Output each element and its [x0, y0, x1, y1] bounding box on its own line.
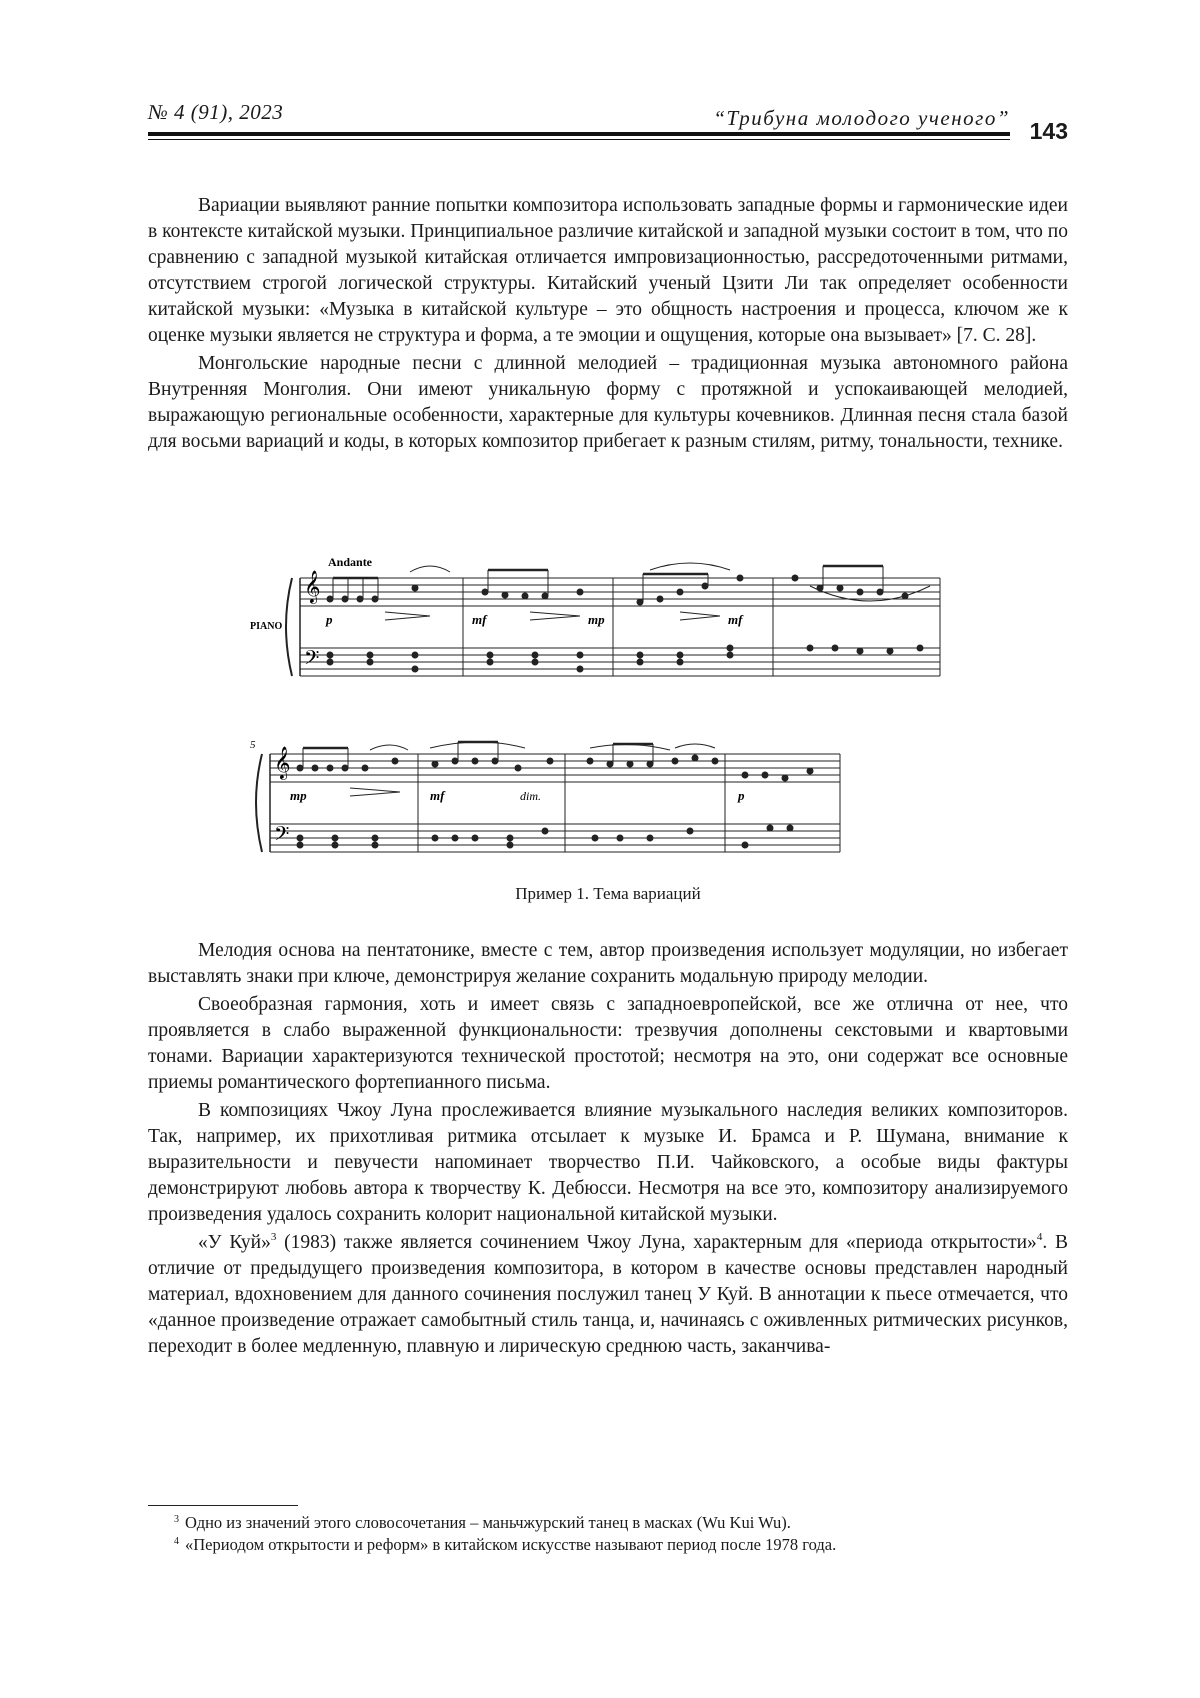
text-run: «У Куй»	[198, 1232, 271, 1253]
measure-number: 5	[250, 740, 256, 751]
instrument-label: PIANO	[250, 621, 283, 632]
footnote-ref[interactable]: 3	[270, 1231, 277, 1243]
footnote	[148, 1512, 1068, 1534]
text-run: . В отличие от предыдущего произведения композитора, в котором в качестве основы представлен народный материал, вдохновением для данного сочинения послужил танец У Куй. В аннотации к пьесе отмечается, что «данное произведение отражает самобытный стиль танца, и, начинаясь с оживленных ритмических рисунков, переходит в более медленную, плавную и лирическую среднюю часть, заканчива-	[148, 1232, 1068, 1357]
footnotes	[148, 1512, 1068, 1556]
dynamic-mark: mp	[290, 788, 307, 803]
body-text-bottom	[148, 938, 1068, 1360]
bass-clef-icon: 𝄢	[304, 646, 320, 674]
running-header	[148, 100, 1068, 144]
paragraph: Своеобразная гармония, хоть и имеет связь с западноевропейской, все же отлична от нее, что проявляется в слабо выраженной функциональности: трезвучия дополнены секстовыми и квартовыми тонами. Вариации характеризуются технической простотой; несмотря на это, они содержат все основные приемы романтического фортепианного письма.	[148, 994, 1068, 1093]
treble-clef-icon: 𝄞	[274, 746, 291, 779]
bass-clef-icon: 𝄢	[274, 822, 290, 850]
paragraph: В композициях Чжоу Луна прослеживается влияние музыкального наследия великих композиторов. Так, например, их прихотливая ритмика отсылает к музыке И. Брамса и Р. Шумана, внимание к выразительности и певучести напоминает творчество П.И. Чайковского, а особые виды фактуры демонстрируют любовь автора к творчеству К. Дебюсси. Несмотря на все это, композитору анализируемого произведения удалось сохранить колорит национальной китайской музыки.	[148, 1100, 1068, 1225]
footnote-separator	[148, 1505, 298, 1506]
header-rule-thick	[148, 132, 1010, 136]
paragraph	[148, 1230, 1068, 1360]
dynamic-mark: p	[738, 788, 745, 803]
treble-clef-icon: 𝄞	[304, 570, 321, 603]
dynamic-mark: p	[326, 612, 333, 627]
footnote-mark: 4	[174, 1536, 179, 1547]
text-run: (1983) также является сочинением Чжоу Луна, характерным для «периода открытости»	[276, 1232, 1037, 1253]
tempo-marking: Andante	[328, 556, 373, 569]
footnote-text: Одно из значений этого словосочетания – маньчжурский танец в масках (Wu Kui Wu).	[185, 1513, 791, 1532]
paragraph: Монгольские народные песни с длинной мелодией – традиционная музыка автономного района Внутренняя Монголия. Они имеют уникальную форму с протяжной и успокаивающей мелодией, выражающую региональные особенности, характерные для культуры кочевников. Длинная песня стала базой для восьми вариаций и коды, в которых композитор прибегает к разным стилям, ритму, тональности, технике.	[148, 353, 1068, 452]
footnote-mark: 3	[174, 1514, 179, 1525]
paragraph: Мелодия основа на пентатонике, вместе с тем, автор произведения использует модуляции, но избегает выставлять знаки при ключе, демонстрируя желание сохранить модальную природу мелодии.	[148, 940, 1068, 987]
dynamic-mark: mf	[430, 788, 445, 803]
figure-caption: Пример 1. Тема вариаций	[515, 884, 701, 903]
body-text-top	[148, 193, 1068, 455]
footnote-text: «Периодом открытости и реформ» в китайском искусстве называют период после 1978 года.	[185, 1535, 837, 1554]
issue-label: № 4 (91), 2023	[148, 100, 284, 124]
dynamic-mark: dim.	[520, 789, 541, 803]
page-number: 143	[1029, 118, 1068, 144]
footnote-ref[interactable]: 4	[1036, 1231, 1043, 1243]
header-rule-thin	[148, 139, 1010, 140]
score-system-1	[250, 556, 1010, 698]
dynamic-mark: mp	[588, 612, 605, 627]
score-system-2	[250, 740, 1010, 870]
dynamic-mark: mf	[472, 612, 487, 627]
paragraph: Вариации выявляют ранние попытки композитора использовать западные формы и гармонические идеи в контексте китайской музыки. Принципиальное различие китайской и западной музыки состоит в том, что по сравнению с западной музыкой китайская отличается импровизационностью, рассредоточенными ритмами, отсутствием строгой логической структуры. Китайский ученый Цзити Ли так определяет особенности китайской музыки: «Музыка в китайской культуре – это общность настроения и процесса, ключом же к оценке музыки является не структура и форма, а те эмоции и ощущения, которые она вызывает» [7. С. 28].	[148, 195, 1068, 346]
footnote	[148, 1534, 1068, 1556]
dynamic-mark: mf	[728, 612, 743, 627]
journal-title: “Трибуна молодого ученого”	[713, 106, 1010, 130]
